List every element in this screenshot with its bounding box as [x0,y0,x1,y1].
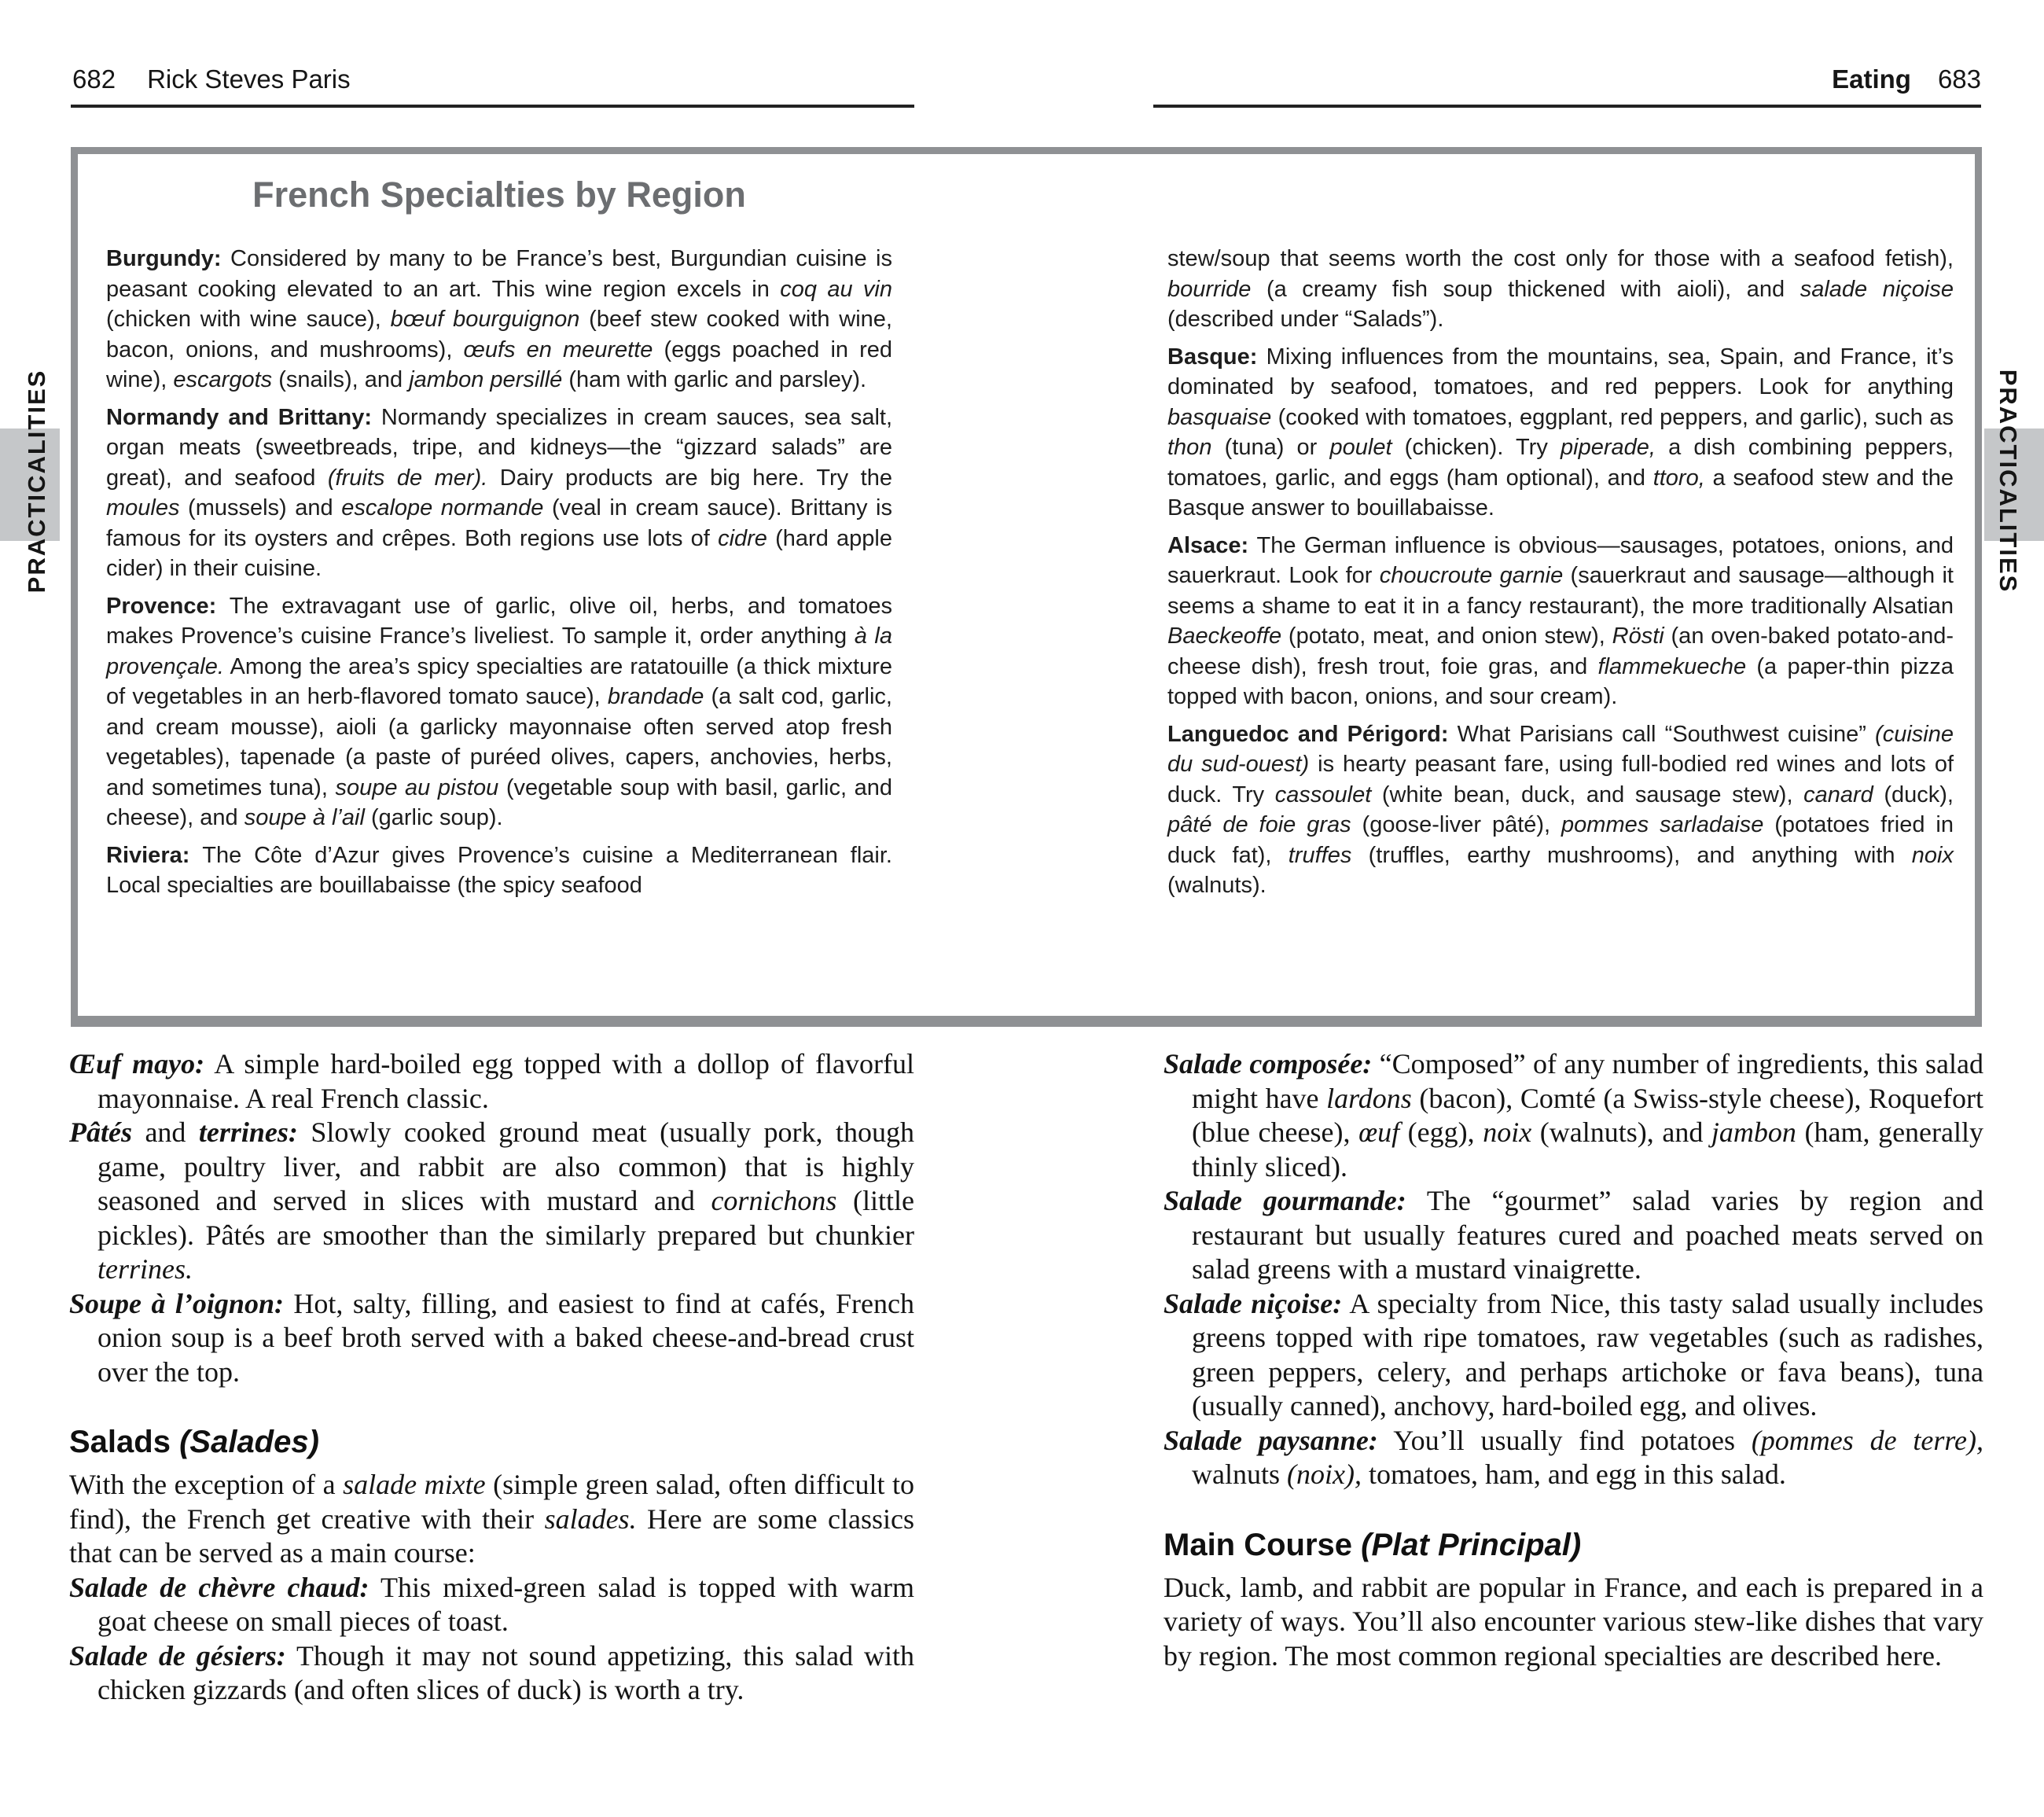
chapter-title: Eating [1832,64,1911,94]
text-segment: The Côte d’Azur gives Provence’s cuisine a Mediterranean flair. Local specialties are bouillabaisse (the spicy seafood [106,842,892,898]
text-segment: Here are some classics that can be served as a main course: [69,1503,914,1569]
text-segment: (little pickles). Pâtés are smoother than the similarly prepared but chunkier [97,1185,914,1251]
text-segment: piperade, [1561,435,1656,460]
text-segment: Pâtés [69,1116,132,1148]
text-segment: With the exception of a [69,1469,344,1500]
text-segment: Duck, lamb, and rabbit are popular in France, and each is prepared in a variety of ways. You’ll also encounter various stew-like dishes that vary by region. The most common regional specialties are described here. [1164,1571,1983,1672]
food-entry [69,1047,914,1116]
text-segment: noix [1911,842,1954,868]
box-left-paragraphs [106,244,892,901]
text-segment: Salade composée: [1164,1048,1373,1080]
header-rule-right [1153,105,1981,108]
text-segment: and [131,1116,199,1148]
text-segment: (a creamy fish soup thickened with aioli), and [1251,276,1800,302]
text-segment: A simple hard-boiled egg topped with a dollop of flavorful mayonnaise. A real French classic. [97,1048,914,1114]
text-segment: noix [1483,1116,1532,1148]
text-segment: Main Course [1164,1527,1362,1562]
book-title: Rick Steves Paris [147,64,351,94]
text-segment: This mixed-green salad is topped with warm goat cheese on small pieces of toast. [97,1571,914,1637]
text-segment: (a salt cod, garlic, and cream mousse), aioli (a garlicky mayonnaise often served atop fresh vegetables), tapenade (a paste of puréed olives, capers, anchovies, herbs, and sometimes tuna), [106,684,892,800]
food-entry [1164,1287,1983,1424]
text-segment: Normandy specializes in cream sauces, sea salt, organ meats (sweetbreads, tripe, and kidneys—the “gizzard salads” are great), and seafood [106,404,892,491]
text-segment: bourride [1167,276,1252,302]
text-segment: (cooked with tomatoes, eggplant, red peppers, and garlic), such as [1271,404,1954,430]
box-paragraph [1167,244,1954,335]
text-segment: Salade niçoise: [1164,1287,1343,1319]
text-segment: salade niçoise [1800,276,1954,302]
text-segment: (goose-liver pâté), [1351,812,1562,837]
text-segment: Slowly cooked ground meat (usually pork, though game, poultry liver, and rabbit are also common) that is highly seasoned and served in slices with mustard and [97,1116,914,1216]
text-segment: Soupe à l’oignon: [69,1287,284,1319]
text-segment: Salade de chèvre chaud: [69,1571,369,1603]
text-segment: (noix), [1287,1458,1362,1490]
text-segment: jambon [1711,1116,1796,1148]
food-entry [1164,1424,1983,1492]
text-segment: terrines: [198,1116,298,1148]
text-segment: (chicken with wine sauce), [106,307,391,332]
tab-label-left: PRACTICALITIES [23,369,50,594]
main-column-right [1164,1047,1983,1673]
box-column-right [1167,244,1954,901]
text-segment: Rösti [1612,623,1664,649]
text-segment: thon [1167,435,1212,460]
text-segment: coq au vin [780,276,892,302]
text-segment: Normandy and Brittany: [106,404,381,430]
box-paragraph [106,591,892,833]
section-heading [69,1424,914,1460]
text-segment: salade mixte [343,1469,486,1500]
text-segment: (bacon), Comté (a Swiss-style cheese), Roquefort (blue cheese), [1192,1082,1984,1148]
text-segment: “Composed” of any number of ingredients, this salad might have [1192,1048,1983,1114]
text-segment: moules [106,495,180,520]
text-segment: (tuna) or [1211,435,1330,460]
food-entry [1164,1047,1983,1184]
text-segment: (a paper-thin pizza topped with bacon, onions, and sour cream). [1167,653,1954,709]
text-segment: tomatoes, ham, and egg in this salad. [1361,1458,1786,1490]
text-segment: œuf [1358,1116,1400,1148]
text-segment: jambon persillé [409,367,563,392]
text-segment: (egg), [1399,1116,1483,1148]
text-segment: poulet [1329,435,1392,460]
text-segment: (ham with garlic and parsley). [562,367,867,392]
tab-label-right: PRACTICALITIES [1994,369,2022,594]
text-segment: Salads [69,1425,180,1459]
text-segment: cassoulet [1274,782,1372,807]
text-segment: (cuisine du sud-ouest) [1167,721,1954,777]
text-segment: Alsace: [1167,532,1257,558]
text-segment: Œuf mayo: [69,1048,205,1080]
text-segment: brandade [607,684,704,709]
text-segment: cidre [718,525,767,551]
text-segment: (walnuts), and [1531,1116,1711,1148]
text-segment: Considered by many to be France’s best, Burgundian cuisine is peasant cooking elevated to an art. This wine region excels in [106,246,892,302]
box-paragraph [1167,531,1954,712]
text-segment: Burgundy: [106,246,230,271]
page-number-right: 683 [1937,64,1981,94]
food-entry [69,1287,914,1390]
text-segment: (mussels) and [179,495,342,520]
text-segment: The German influence is obvious—sausages, potatoes, onions, and sauerkraut. Look for [1167,532,1954,588]
text-segment: escargots [173,367,273,392]
text-segment: basquaise [1167,404,1272,430]
text-segment: pâté de foie gras [1167,812,1351,837]
text-segment: Salade de gésiers: [69,1639,286,1672]
text-segment: (garlic soup). [364,805,503,830]
text-segment: cornichons [711,1185,837,1216]
text-segment: (described under “Salads”). [1167,307,1444,332]
text-segment: salades. [544,1503,637,1535]
text-segment: Salade paysanne: [1164,1424,1378,1456]
text-segment: (potatoes fried in duck fat), [1167,812,1954,868]
text-segment: lardons [1326,1082,1412,1114]
text-segment: You’ll usually find potatoes [1377,1424,1752,1456]
food-entry [1164,1184,1983,1287]
text-segment: (simple green salad, often difficult to find), the French get creative with their [69,1469,914,1535]
text-segment: escalope normande [341,495,544,520]
text-segment: (veal in cream sauce). Brittany is famous for its oysters and crêpes. Both regions use lots of [106,495,893,551]
box-paragraph [1167,342,1954,524]
text-segment: Though it may not sound appetizing, this salad with chicken gizzards (and often slices of duck) is worth a try. [97,1639,914,1705]
specialties-box [71,147,1982,1027]
text-segment: flammekueche [1597,653,1747,679]
text-segment: terrines. [97,1253,193,1285]
text-segment: Languedoc and Périgord: [1167,721,1458,747]
text-segment: Baeckeoffe [1167,623,1282,649]
text-segment: œufs en meurette [463,337,653,362]
text-segment: (walnuts). [1167,873,1266,898]
text-segment: (Plat Principal) [1361,1527,1582,1562]
text-segment: (fruits de mer). [327,465,488,491]
text-segment: (Salades) [179,1425,319,1459]
header-rule-left [71,105,914,108]
body-paragraph [1164,1571,1983,1674]
main-column-left [69,1047,914,1708]
text-segment: soupe à l’ail [244,805,365,830]
text-segment: (chicken). Try [1391,435,1561,460]
text-segment: Dairy products are big here. Try the [487,465,892,491]
text-segment: (snails), and [272,367,410,392]
text-segment: soupe au pistou [335,774,499,800]
text-segment: Mixing influences from the mountains, sea, Spain, and France, it’s dominated by seafood, tomatoes, and red peppers. Look for anything [1167,344,1954,399]
text-segment: (pommes de terre), [1751,1424,1983,1456]
text-segment: What Parisians call “Southwest cuisine” [1457,721,1876,747]
box-title: French Specialties by Region [252,175,746,215]
text-segment: canard [1803,782,1873,807]
text-segment: stew/soup that seems worth the cost only for those with a seafood fetish), [1167,246,1954,271]
text-segment: Riviera: [106,842,203,868]
box-paragraph [1167,719,1954,901]
text-segment: choucroute garnie [1379,563,1564,588]
text-segment: truffes [1288,842,1352,868]
food-entry [69,1116,914,1287]
food-entry [69,1639,914,1708]
text-segment: Provence: [106,593,230,619]
text-segment: walnuts [1192,1458,1287,1490]
text-segment: (eggs poached in red wine), [106,337,893,392]
text-segment: (white bean, duck, and sausage stew), [1371,782,1804,807]
text-segment: (sauerkraut and sausage—although it seems a shame to eat it in a fancy restaurant), the more traditionally Alsatian [1167,563,1954,619]
body-paragraph [69,1468,914,1571]
text-segment: (vegetable soup with basil, garlic, and cheese), and [106,774,892,830]
page-number-left: 682 [72,64,116,94]
text-segment: (hard apple cider) in their cuisine. [106,525,892,581]
text-segment: ttoro, [1652,465,1705,491]
text-segment: (beef stew cooked with wine, bacon, onions, and mushrooms), [106,307,892,362]
text-segment: pommes sarladaise [1561,812,1764,837]
text-segment: Basque: [1167,344,1266,370]
text-segment: Hot, salty, filling, and easiest to find at cafés, French onion soup is a beef broth served with a baked cheese-and-bread crust over the top. [97,1287,914,1388]
running-head-left [72,64,351,94]
text-segment: Among the area’s spicy specialties are ratatouille (a thick mixture of vegetables in an herb-flavored tomato sauce), [106,653,892,709]
box-paragraph [106,244,892,395]
text-segment: a dish combining peppers, tomatoes, garlic, and eggs (ham optional), and [1167,435,1954,491]
running-head-right [1832,64,1981,94]
text-segment: (truffles, earthy mushrooms), and anything with [1351,842,1912,868]
text-segment: à la provençale. [106,623,892,679]
box-paragraph [106,403,892,584]
text-segment: bœuf bourguignon [390,307,580,332]
text-segment: Salade gourmande: [1164,1185,1406,1216]
text-segment: (an oven-baked potato-and-cheese dish), fresh trout, foie gras, and [1167,623,1954,679]
food-entry [69,1571,914,1639]
text-segment: The extravagant use of garlic, olive oil, herbs, and tomatoes makes Provence’s cuisine France’s liveliest. To sample it, order anything [106,593,892,649]
text-segment: (duck), [1873,782,1954,807]
text-segment: The “gourmet” salad varies by region and restaurant but usually features cured and poached meats served on salad greens with a mustard vinaigrette. [1192,1185,1983,1285]
section-heading [1164,1527,1983,1563]
box-column-left [106,160,892,901]
text-segment: (potato, meat, and onion stew), [1281,623,1612,649]
box-paragraph [106,840,892,901]
text-segment: (ham, generally thinly sliced). [1192,1116,1983,1183]
text-segment: a seafood stew and the Basque answer to bouillabaisse. [1167,465,1954,520]
text-segment: A specialty from Nice, this tasty salad usually includes greens topped with ripe tomatoes, raw vegetables (such as radishes, green peppers, celery, and perhaps artichoke or fava beans), tuna (usually canned), anchovy, hard-boiled egg, and olives. [1192,1287,1983,1422]
text-segment: is hearty peasant fare, using full-bodied red wines and lots of duck. Try [1167,752,1954,807]
